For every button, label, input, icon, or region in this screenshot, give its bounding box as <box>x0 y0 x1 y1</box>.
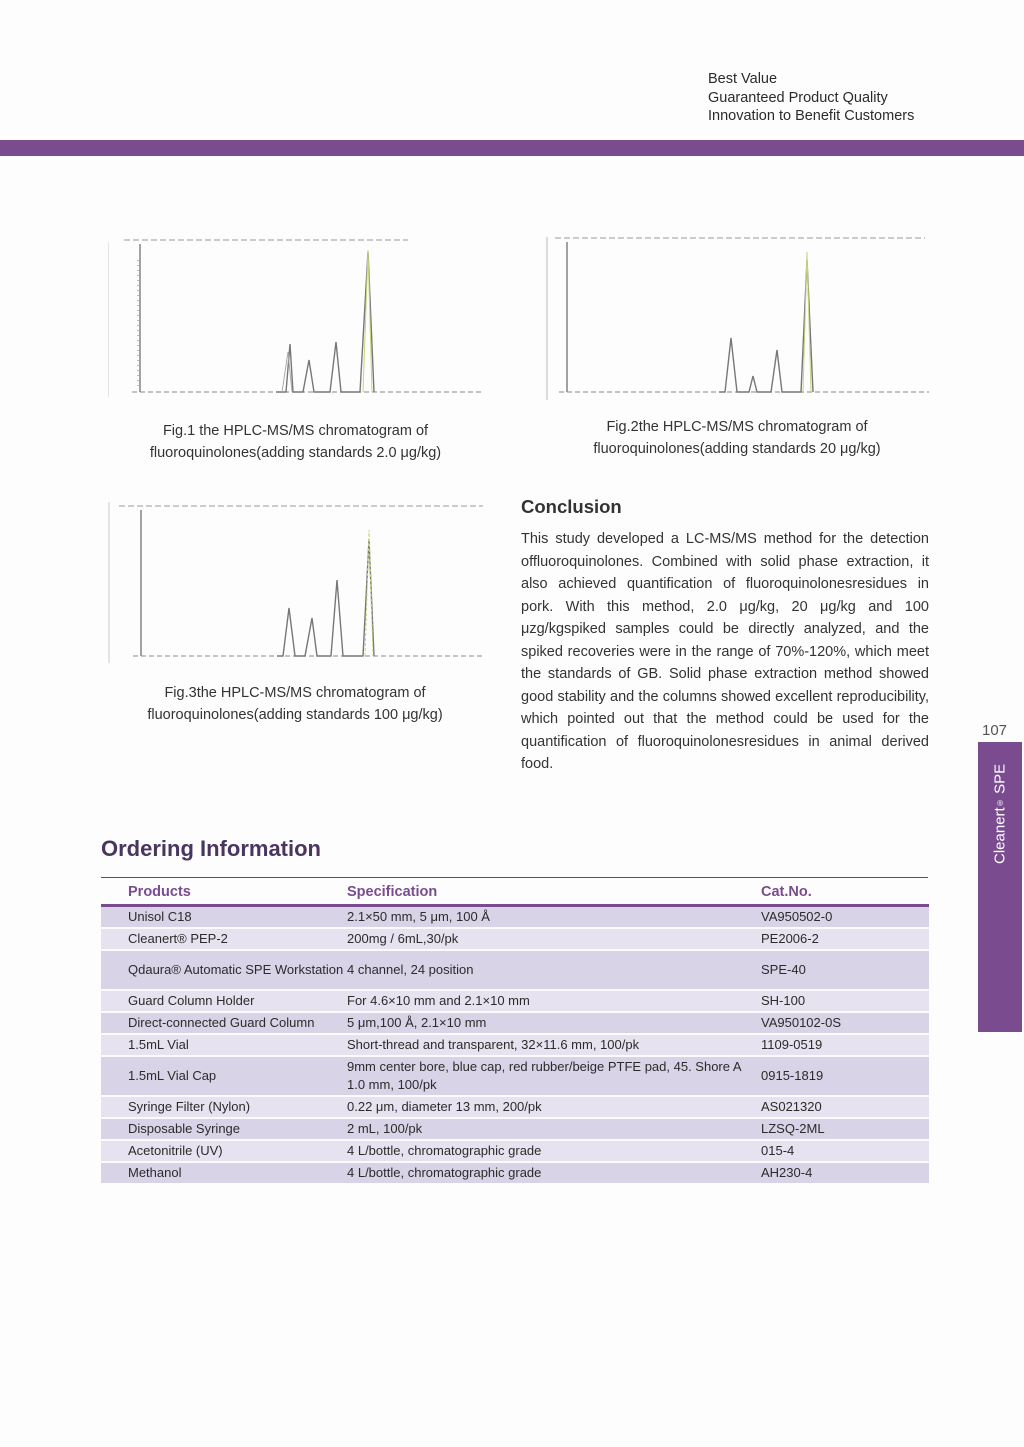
product-cell: Methanol <box>101 1162 347 1183</box>
spec-cell: 0.22 μm, diameter 13 mm, 200/pk <box>347 1096 761 1118</box>
catno-cell: AS021320 <box>761 1096 929 1118</box>
catno-cell: VA950102-0S <box>761 1012 929 1034</box>
table-row <box>101 990 929 1012</box>
side-brand-mark: ® <box>995 798 1005 808</box>
ordering-rule <box>101 877 928 878</box>
ordering-table <box>101 880 929 1183</box>
figure-3-caption <box>107 682 483 726</box>
catno-cell: VA950502-0 <box>761 906 929 929</box>
table-row <box>101 1034 929 1056</box>
conclusion-text: This study developed a LC-MS/MS method for the detection offluoroquinolones. Combined with solid phase extraction, it also achieved quantification of fluoroquinolonesresidues in pork. With this method, 2.0 μg/kg, 20 μg/kg and 100 μzg/kgspiked samples could be directly analyzed, and the spiked recoveries were in the range of 70%-120%, which meet the standards of GB. Solid phase extraction method showed good stability and the columns showed excellent reproducibility, which pointed out that the method could be used for the quantification of fluoroquinolonesresidues in animal derived food. <box>521 531 929 772</box>
figure-2-caption <box>545 416 929 460</box>
spec-cell: 4 L/bottle, chromatographic grade <box>347 1140 761 1162</box>
spec-cell: For 4.6×10 mm and 2.1×10 mm <box>347 990 761 1012</box>
column-header-catno: Cat.No. <box>761 884 812 900</box>
figure-2-chromatogram <box>545 232 929 402</box>
spec-cell: 4 L/bottle, chromatographic grade <box>347 1162 761 1183</box>
product-cell: Unisol C18 <box>101 906 347 929</box>
spec-cell: Short-thread and transparent, 32×11.6 mm, 100/pk <box>347 1034 761 1056</box>
conclusion-heading: Conclusion <box>521 496 622 517</box>
table-row <box>101 1140 929 1162</box>
side-tab <box>978 742 1022 1032</box>
product-cell: Disposable Syringe <box>101 1118 347 1140</box>
product-cell: Acetonitrile (UV) <box>101 1140 347 1162</box>
side-brand: Cleanert <box>991 807 1009 864</box>
catno-cell: 0915-1819 <box>761 1056 929 1096</box>
table-row <box>101 1118 929 1140</box>
catno-cell: AH230-4 <box>761 1162 929 1183</box>
table-row <box>101 906 929 929</box>
table-row <box>101 1056 929 1096</box>
catno-cell: PE2006-2 <box>761 928 929 950</box>
product-cell: 1.5mL Vial Cap <box>101 1056 347 1096</box>
figure-3-caption-line-2: fluoroquinolones(adding standards 100 μg/kg) <box>147 707 443 723</box>
spec-cell: 2 mL, 100/pk <box>347 1118 761 1140</box>
figure-1-caption <box>108 420 483 464</box>
catno-cell: SPE-40 <box>761 950 929 990</box>
header-taglines <box>708 70 914 126</box>
product-cell: Direct-connected Guard Column <box>101 1012 347 1034</box>
product-cell: Qdaura® Automatic SPE Workstation <box>101 950 347 990</box>
column-header-specification: Specification <box>347 884 438 900</box>
table-row <box>101 1096 929 1118</box>
spec-cell: 200mg / 6mL,30/pk <box>347 928 761 950</box>
table-row <box>101 928 929 950</box>
side-brand-suffix: SPE <box>991 764 1009 799</box>
spec-cell: 4 channel, 24 position <box>347 950 761 990</box>
tagline-1: Best Value <box>708 71 778 87</box>
product-cell: Cleanert® PEP-2 <box>101 928 347 950</box>
figure-2-caption-line-2: fluoroquinolones(adding standards 20 μg/kg) <box>593 441 881 457</box>
header-band <box>0 140 1024 156</box>
figure-1-caption-line-1: Fig.1 the HPLC-MS/MS chromatogram of <box>162 423 429 439</box>
tagline-3: Innovation to Benefit Customers <box>708 108 915 124</box>
spec-cell: 5 μm,100 Å, 2.1×10 mm <box>347 1012 761 1034</box>
figure-1-chromatogram <box>108 232 483 402</box>
catno-cell: LZSQ-2ML <box>761 1118 929 1140</box>
spec-cell: 9mm center bore, blue cap, red rubber/beige PTFE pad, 45. Shore A 1.0 mm, 100/pk <box>347 1056 761 1096</box>
table-row <box>101 1162 929 1183</box>
column-header-products: Products <box>128 884 191 900</box>
figure-1-caption-line-2: fluoroquinolones(adding standards 2.0 μg/kg) <box>149 445 442 461</box>
figure-3-caption-line-1: Fig.3the HPLC-MS/MS chromatogram of <box>164 685 426 701</box>
product-cell: Syringe Filter (Nylon) <box>101 1096 347 1118</box>
product-cell: Guard Column Holder <box>101 990 347 1012</box>
page-number: 107 <box>982 722 1008 739</box>
catno-cell: 015-4 <box>761 1140 929 1162</box>
table-row <box>101 950 929 990</box>
figure-2-caption-line-1: Fig.2the HPLC-MS/MS chromatogram of <box>606 419 868 435</box>
catno-cell: SH-100 <box>761 990 929 1012</box>
ordering-header-row <box>101 880 929 906</box>
table-row <box>101 1012 929 1034</box>
spec-cell: 2.1×50 mm, 5 μm, 100 Å <box>347 906 761 929</box>
side-tab-label <box>986 754 1014 864</box>
catno-cell: 1109-0519 <box>761 1034 929 1056</box>
tagline-2: Guaranteed Product Quality <box>708 89 888 106</box>
figure-3-chromatogram <box>107 500 483 665</box>
ordering-heading: Ordering Information <box>101 836 321 861</box>
product-cell: 1.5mL Vial <box>101 1034 347 1056</box>
